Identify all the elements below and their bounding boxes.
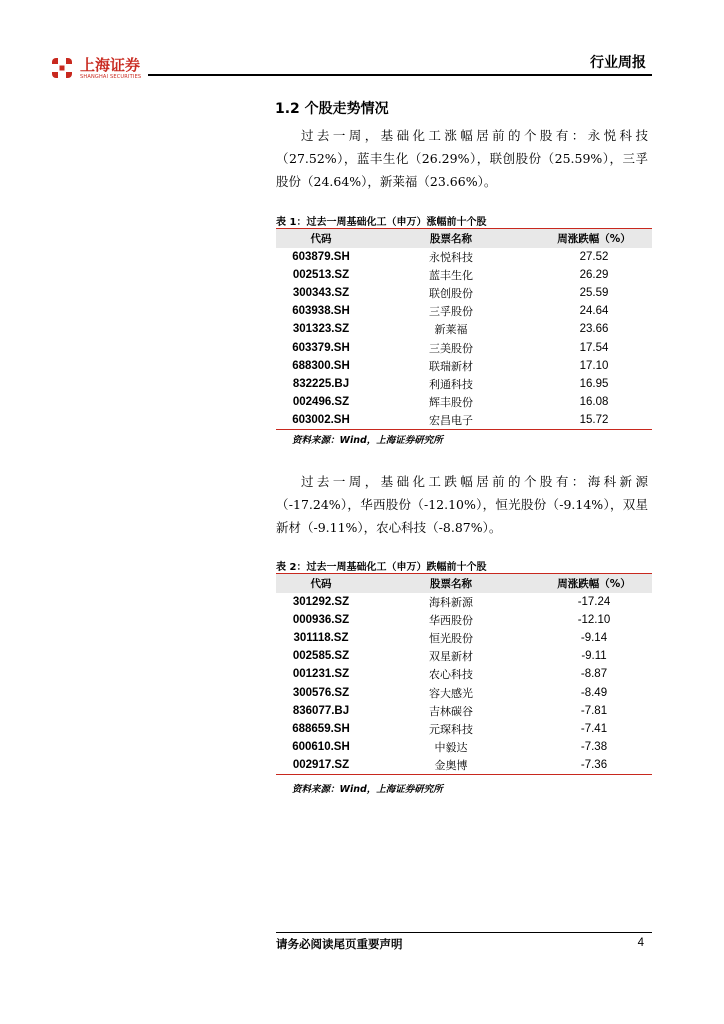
stock-code: 688300.SH [292,359,350,372]
brand-name-en: SHANGHAI SECURITIES [80,74,142,80]
footer-divider [276,932,652,933]
stock-name: 蓝丰生化 [429,268,473,282]
weekly-change: -9.14 [580,631,608,644]
stock-name: 华西股份 [429,613,473,627]
stock-name: 永悦科技 [429,250,473,264]
stock-code: 300343.SZ [292,286,350,299]
weekly-change: -7.38 [580,741,608,754]
weekly-change: 24.64 [579,305,609,318]
stock-name: 宏昌电子 [366,411,536,429]
gainers-paragraph [276,124,648,193]
stock-code: 832225.BJ [292,377,350,390]
table-row [276,593,652,611]
stock-name: 辉丰股份 [429,396,473,410]
stock-code: 301323.SZ [292,323,350,336]
weekly-change: 17.10 [579,359,609,372]
stock-name: 利通科技 [429,377,473,391]
stock-code: 001231.SZ [292,668,350,681]
stock-name: 容大感光 [429,686,473,700]
table-row [276,338,652,356]
stock-code: 301118.SZ [293,631,349,644]
table-row [276,611,652,629]
table-row [276,302,652,320]
disclaimer-note: 请务必阅读尾页重要声明 [276,937,403,951]
table-row [276,248,652,266]
weekly-change: -9.11 [581,650,607,663]
table-row [276,756,652,774]
column-header-code: 代码 [276,229,366,248]
stock-name: 新莱福 [434,323,468,337]
table-row [276,702,652,720]
stock-code: 301292.SZ [292,595,350,608]
weekly-change: 17.54 [579,341,609,354]
column-header-name: 股票名称 [366,574,536,593]
losers-table [276,573,652,775]
stock-code: 002917.SZ [276,756,366,774]
stock-name: 农心科技 [429,668,473,682]
table2-caption: 表 2：过去一周基础化工（申万）跌幅前十个股 [276,562,487,573]
losers-text: 过去一周，基础化工跌幅居前的个股有：海科新源（-17.24%），华西股份（-12.10%），恒光股份（-9.14%），双星新材（-9.11%），农心科技（-8.87%）。 [276,474,648,535]
table-row [276,266,652,284]
table-row [276,683,652,701]
stock-code: 000936.SZ [292,613,350,626]
table-row [276,647,652,665]
stock-code: 688659.SH [292,722,350,735]
table-header-row [276,574,652,593]
table-row [276,665,652,683]
stock-code: 002585.SZ [292,650,350,663]
losers-paragraph [276,470,648,539]
stock-code: 603938.SH [292,305,350,318]
gainers-table [276,228,652,430]
stock-name: 联创股份 [429,286,473,300]
section-title: 1.2 个股走势情况 [275,101,389,117]
table-row [276,357,652,375]
weekly-change: 23.66 [579,323,609,336]
weekly-change: 26.29 [579,268,609,281]
weekly-change: 16.08 [579,396,609,409]
weekly-change: -8.49 [580,686,608,699]
table1-caption: 表 1：过去一周基础化工（申万）涨幅前十个股 [276,217,487,228]
stock-code: 603379.SH [292,341,350,354]
table2-source: 资料来源：Wind，上海证券研究所 [292,784,443,795]
table-row [276,738,652,756]
weekly-change: -12.10 [577,613,611,626]
table-row [276,411,652,429]
stock-name: 中毅达 [434,741,468,755]
table-header-row [276,229,652,248]
weekly-change: 16.95 [579,377,609,390]
table-row [276,393,652,411]
stock-code: 002496.SZ [292,396,350,409]
weekly-change: -8.87 [580,668,608,681]
stock-name: 金奥博 [366,756,536,774]
weekly-change: -7.81 [580,704,608,717]
weekly-change: -7.41 [580,722,608,735]
table-row [276,375,652,393]
stock-name: 联瑞新材 [429,359,473,373]
weekly-change: -17.24 [577,595,611,608]
column-header-name: 股票名称 [366,229,536,248]
header-divider [148,74,652,76]
stock-name: 吉林碳谷 [429,704,473,718]
brand-logo-icon [50,56,74,80]
report-type: 行业周报 [590,55,646,71]
weekly-change: 27.52 [579,250,609,263]
stock-code: 600610.SH [292,741,350,754]
stock-code: 603879.SH [292,250,350,263]
column-header-change: 周涨跌幅（%） [536,574,652,593]
stock-name: 双星新材 [429,650,473,664]
column-header-code: 代码 [276,574,366,593]
brand-logo [50,54,150,84]
column-header-change: 周涨跌幅（%） [536,229,652,248]
stock-name: 三孚股份 [429,305,473,319]
page-number: 4 [637,937,644,949]
stock-name: 三美股份 [429,341,473,355]
table-row [276,284,652,302]
stock-code: 836077.BJ [292,704,350,717]
stock-code: 603002.SH [276,411,366,429]
table1-source: 资料来源：Wind，上海证券研究所 [292,435,443,446]
table-row [276,629,652,647]
weekly-change: 25.59 [579,286,609,299]
weekly-change: 15.72 [536,411,652,429]
stock-code: 002513.SZ [292,268,350,281]
stock-name: 恒光股份 [429,631,473,645]
gainers-text: 过去一周，基础化工涨幅居前的个股有：永悦科技（27.52%），蓝丰生化（26.29%），联创股份（25.59%），三孚股份（24.64%），新莱福（23.66%）。 [276,128,648,189]
stock-code: 300576.SZ [292,686,350,699]
stock-name: 元琛科技 [429,722,473,736]
table-row [276,720,652,738]
brand-name-cn: 上海证券 [80,56,141,74]
table-row [276,320,652,338]
stock-name: 海科新源 [429,595,473,609]
page-header [0,0,724,80]
weekly-change: -7.36 [536,756,652,774]
